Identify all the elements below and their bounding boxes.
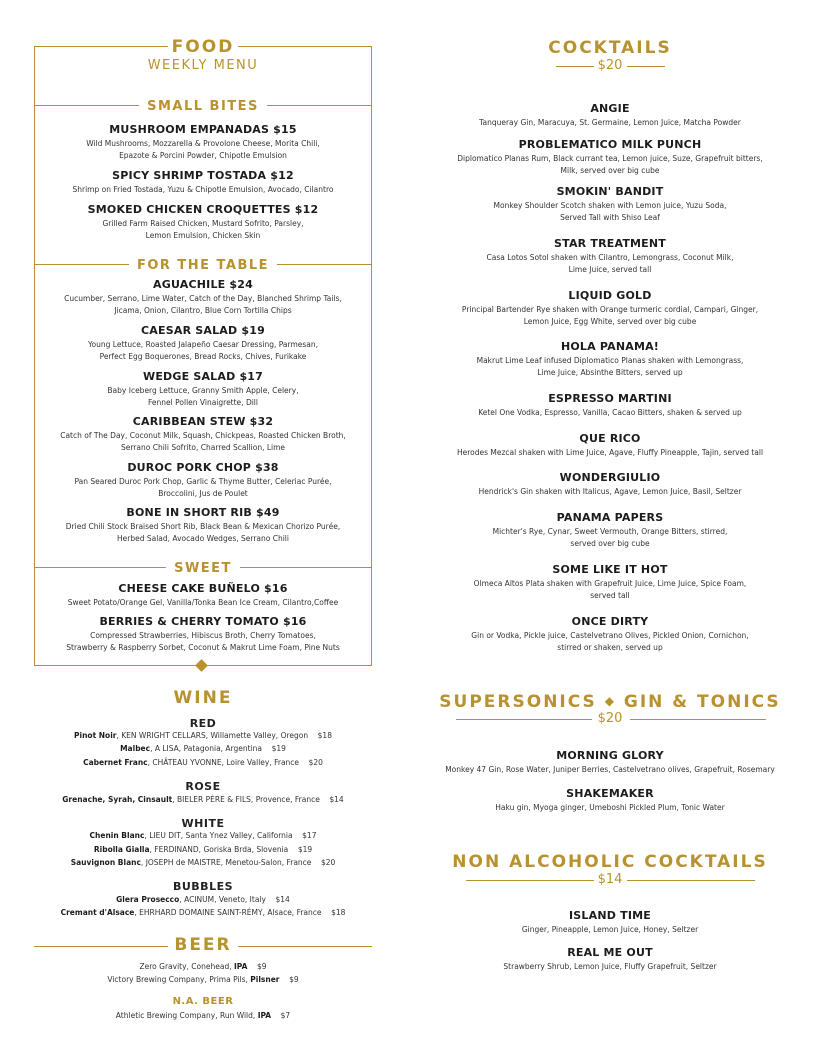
item-desc: Young Lettuce, Roasted Jalapeño Caesar Dressing, Parmesan, Perfect Egg Boquerones, Bread Rocks, Chives, Furikake — [87, 340, 319, 361]
wine-line: Cremant d'Alsace, EHRHARD DOMAINE SAINT-RÉMY, Alsace, France $18 — [60, 908, 346, 917]
item-name: HOLA PANAMA! — [560, 340, 660, 353]
item-name: CHEESE CAKE BUÑELO $16 — [118, 582, 288, 595]
menu-item — [34, 582, 372, 609]
food-subtitle: WEEKLY MENU — [147, 58, 259, 73]
item-desc: Baby Iceberg Lettuce, Granny Smith Apple, Celery, Fennel Pollen Vinaigrette, Dill — [107, 386, 299, 407]
supersonics-title: SUPERSONICS ◆ GIN & TONICS — [439, 692, 781, 712]
wine-rose-heading: ROSE — [185, 780, 221, 793]
item-name: STAR TREATMENT — [553, 237, 666, 250]
cocktail-item — [436, 511, 784, 550]
item-name: DUROC PORK CHOP $38 — [127, 461, 279, 474]
food-title: FOOD — [171, 37, 235, 57]
cocktail-item — [436, 185, 784, 224]
cocktail-item — [436, 432, 784, 459]
diamond-separator-icon: ◆ — [604, 694, 616, 708]
non-alcoholic-title: NON ALCOHOLIC COCKTAILS — [452, 852, 768, 872]
item-name: ISLAND TIME — [569, 909, 651, 922]
menu-item — [34, 278, 372, 317]
menu-item — [34, 123, 372, 162]
menu-item — [34, 370, 372, 409]
wine-line: Ribolla Gialla, FERDINAND, Goriska Brda, Slovenia $19 — [93, 845, 313, 854]
supersonics-price: $20 — [597, 711, 623, 726]
cocktail-item — [436, 289, 784, 328]
item-desc: Hendrick's Gin shaken with Italicus, Agave, Lemon Juice, Basil, Seltzer — [478, 487, 742, 496]
cocktail-item — [436, 138, 784, 177]
cocktail-item — [436, 237, 784, 276]
item-desc: Strawberry Shrub, Lemon Juice, Fluffy Grapefruit, Seltzer — [503, 962, 717, 971]
cocktail-item — [436, 340, 784, 379]
item-name: WONDERGIULIO — [559, 471, 661, 484]
wine-white-heading: WHITE — [181, 817, 225, 830]
beer-line: Zero Gravity, Conehead, IPA $9 — [139, 962, 267, 971]
beer-title: BEER — [174, 935, 232, 955]
beer-line: Victory Brewing Company, Prima Pils, Pilsner $9 — [107, 975, 299, 984]
item-desc: Olmeca Altos Plata shaken with Grapefruit Juice, Lime Juice, Spice Foam, served tall — [473, 579, 747, 600]
section-small-bites — [34, 95, 372, 114]
menu-item — [34, 615, 372, 654]
item-name: BERRIES & CHERRY TOMATO $16 — [99, 615, 307, 628]
wine-line: Sauvignon Blanc, JOSEPH de MAISTRE, Menetou-Salon, France $20 — [70, 858, 336, 867]
item-name: MUSHROOM EMPANADAS $15 — [109, 123, 297, 136]
item-name: SPICY SHRIMP TOSTADA $12 — [112, 169, 294, 182]
item-desc: Diplomatico Planas Rum, Black currant tea, Lemon juice, Suze, Grapefruit bitters, Milk, served over big cube — [457, 154, 763, 175]
item-name: MORNING GLORY — [556, 749, 664, 762]
item-name: PANAMA PAPERS — [556, 511, 664, 524]
non-alcoholic-price: $14 — [597, 872, 623, 887]
item-name: SMOKED CHICKEN CROQUETTES $12 — [87, 203, 319, 216]
cocktails-title: COCKTAILS — [548, 38, 672, 58]
item-name: QUE RICO — [579, 432, 641, 445]
wine-line: Malbec, A LISA, Patagonia, Argentina $19 — [120, 744, 286, 753]
item-desc: Grilled Farm Raised Chicken, Mustard Sofrito, Parsley, Lemon Emulsion, Chicken Skin — [102, 219, 304, 240]
wine-title: WINE — [173, 688, 233, 708]
cocktail-item — [436, 615, 784, 654]
cocktail-item — [436, 787, 784, 814]
cocktail-item — [436, 102, 784, 129]
cocktail-item — [436, 563, 784, 602]
item-name: CAESAR SALAD $19 — [141, 324, 265, 337]
menu-item — [34, 324, 372, 363]
section-title: FOR THE TABLE — [129, 258, 277, 273]
na-beer-heading: N.A. BEER — [172, 996, 234, 1007]
menu-item — [34, 415, 372, 454]
item-name: ANGIE — [590, 102, 630, 115]
cocktail-item — [436, 392, 784, 419]
wine-line: Glera Prosecco, ACINUM, Veneto, Italy $14 — [116, 895, 290, 904]
item-name: SHAKEMAKER — [566, 787, 654, 800]
item-desc: Haku gin, Myoga ginger, Umeboshi Pickled Plum, Tonic Water — [495, 803, 725, 812]
item-desc: Wild Mushrooms, Mozzarella & Provolone Cheese, Morita Chili, Epazote & Porcini Powder, Chipotle Emulsion — [86, 139, 320, 160]
menu-item — [34, 169, 372, 196]
item-desc: Catch of The Day, Coconut Milk, Squash, Chickpeas, Roasted Chicken Broth, Serrano Chili Sofrito, Charred Scallion, Lime — [60, 431, 346, 452]
wine-bubbles-heading: BUBBLES — [172, 880, 234, 893]
item-desc: Tanqueray Gin, Maracuya, St. Germaine, Lemon Juice, Matcha Powder — [479, 118, 741, 127]
cocktails-price: $20 — [597, 58, 623, 73]
wine-line: Cabernet Franc, CHÂTEAU YVONNE, Loire Valley, France $20 — [83, 758, 323, 767]
item-name: BONE IN SHORT RIB $49 — [126, 506, 280, 519]
item-desc: Dried Chili Stock Braised Short Rib, Black Bean & Mexican Chorizo Purée, Herbed Salad, Avocado Wedges, Serrano Chili — [65, 522, 341, 543]
item-desc: Monkey 47 Gin, Rose Water, Juniper Berries, Castelvetrano olives, Grapefruit, Rosemary — [445, 765, 775, 774]
item-name: SMOKIN' BANDIT — [556, 185, 664, 198]
cocktail-item — [436, 946, 784, 973]
item-name: REAL ME OUT — [567, 946, 653, 959]
wine-line: Grenache, Syrah, Cinsault, BIELER PÈRE & FILS, Provence, France $14 — [62, 795, 344, 804]
item-name: ONCE DIRTY — [571, 615, 649, 628]
item-desc: Casa Lotos Sotol shaken with Cilantro, Lemongrass, Coconut Milk, Lime Juice, served tall — [486, 253, 734, 274]
wine-line: Pinot Noir, KEN WRIGHT CELLARS, Willamette Valley, Oregon $18 — [74, 731, 332, 740]
section-title: SWEET — [166, 561, 240, 576]
item-name: AGUACHILE $24 — [153, 278, 253, 291]
item-desc: Compressed Strawberries, Hibiscus Broth, Cherry Tomatoes, Strawberry & Raspberry Sorbet, Coconut & Makrut Lime Foam, Pine Nuts — [66, 631, 340, 652]
item-name: ESPRESSO MARTINI — [548, 392, 672, 405]
item-desc: Ginger, Pineapple, Lemon Juice, Honey, Seltzer — [521, 925, 699, 934]
item-name: CARIBBEAN STEW $32 — [132, 415, 274, 428]
item-desc: Ketel One Vodka, Espresso, Vanilla, Cacao Bitters, shaken & served up — [478, 408, 742, 417]
cocktail-item — [436, 749, 784, 776]
menu-item — [34, 506, 372, 545]
menu-item — [34, 203, 372, 242]
item-desc: Pan Seared Duroc Pork Chop, Garlic & Thyme Butter, Celeriac Purée, Broccolini, Jus de Poulet — [74, 477, 332, 498]
cocktail-item — [436, 471, 784, 498]
section-for-the-table — [34, 254, 372, 273]
item-desc: Monkey Shoulder Scotch shaken with Lemon juice, Yuzu Soda, Served Tall with Shiso Leaf — [493, 201, 727, 222]
item-desc: Michter's Rye, Cynar, Sweet Vermouth, Orange Bitters, stirred, served over big cube — [492, 527, 728, 548]
menu-item — [34, 461, 372, 500]
item-desc: Shrimp on Fried Tostada, Yuzu & Chipotle Emulsion, Avocado, Cilantro — [72, 185, 334, 194]
item-desc: Gin or Vodka, Pickle juice, Castelvetrano Olives, Pickled Onion, Cornichon, stirred or shaken, served up — [471, 631, 749, 652]
item-name: PROBLEMATICO MILK PUNCH — [518, 138, 702, 151]
section-sweet — [34, 557, 372, 576]
wine-line: Chenin Blanc, LIEU DIT, Santa Ynez Valley, California $17 — [89, 831, 317, 840]
item-name: LIQUID GOLD — [568, 289, 652, 302]
wine-red-heading: RED — [189, 717, 217, 730]
item-name: SOME LIKE IT HOT — [552, 563, 668, 576]
item-desc: Cucumber, Serrano, Lime Water, Catch of the Day, Blanched Shrimp Tails, Jicama, Onion, Cilantro, Blue Corn Tortilla Chips — [64, 294, 342, 315]
beer-line: Athletic Brewing Company, Run Wild, IPA $7 — [115, 1011, 291, 1020]
item-name: WEDGE SALAD $17 — [142, 370, 264, 383]
item-desc: Sweet Potato/Orange Gel, Vanilla/Tonka Bean Ice Cream, Cilantro,Coffee — [67, 598, 339, 607]
cocktail-item — [436, 909, 784, 936]
item-desc: Herodes Mezcal shaken with Lime Juice, Agave, Fluffy Pineapple, Tajin, served tall — [456, 448, 764, 457]
item-desc: Principal Bartender Rye shaken with Orange turmeric cordial, Campari, Ginger, Lemon Juice, Egg White, served over big cube — [461, 305, 759, 326]
item-desc: Makrut Lime Leaf infused Diplomatico Planas shaken with Lemongrass, Lime Juice, Absinthe Bitters, served up — [476, 356, 744, 377]
section-title: SMALL BITES — [139, 99, 267, 114]
